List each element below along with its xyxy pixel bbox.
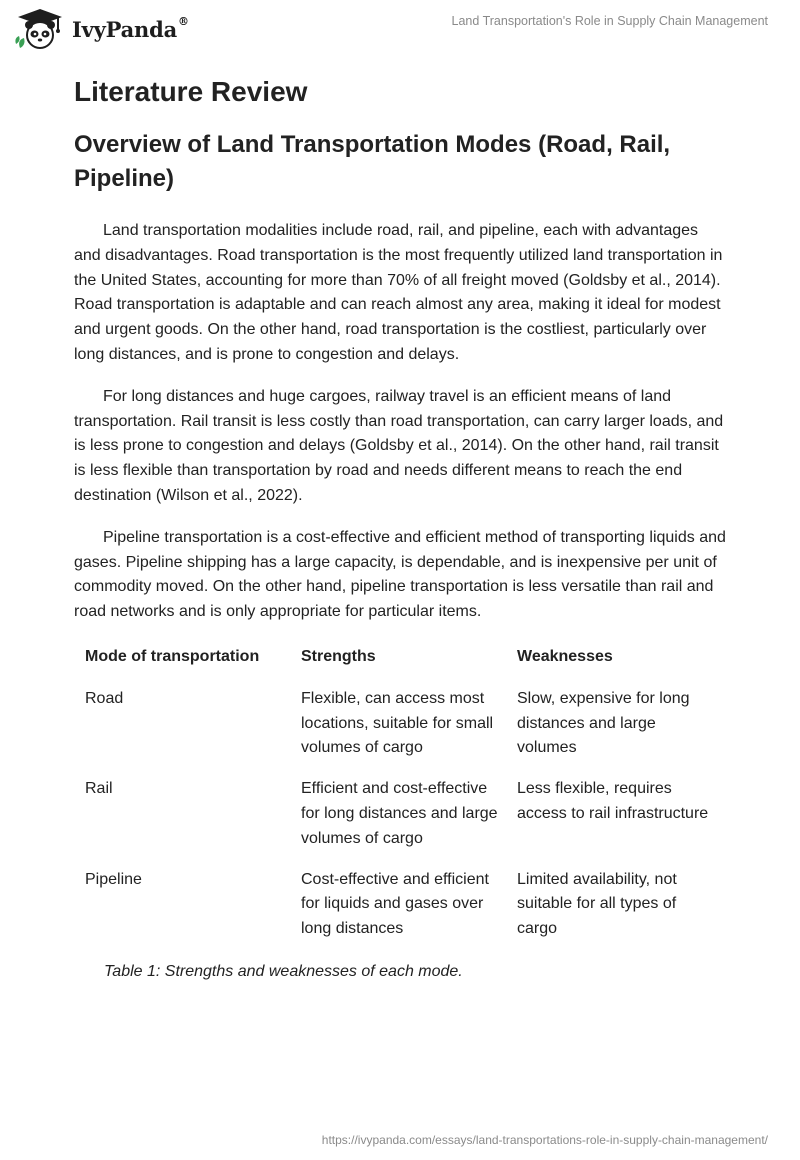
registered-mark: ®	[178, 14, 189, 28]
cell-mode: Road	[85, 689, 124, 707]
brand-name: IvyPanda®	[72, 14, 189, 42]
header-weaknesses: Weaknesses	[517, 647, 613, 665]
cell-mode: Pipeline	[85, 870, 142, 888]
header-mode: Mode of transportation	[85, 647, 260, 665]
strengths-weaknesses-table	[74, 639, 722, 958]
panda-graduate-icon	[14, 8, 66, 50]
table-header-row	[74, 639, 722, 687]
cell-strengths: Efficient and cost-effective for long distances and large volumes of cargo	[301, 780, 498, 847]
page-header	[0, 0, 800, 60]
source-url-link[interactable]: https://ivypanda.com/essays/land-transportations-role-in-supply-chain-management/	[321, 1133, 768, 1147]
paragraph-pipeline: Pipeline transportation is a cost-effective and efficient method of transporting liquids and gases. Pipeline shipping has a large capacity, is dependable, and is inexpensive per unit of commodity moved. On the other hand, pipeline transportation is less versatile than rail and road networks and is only appropriate for particular items.	[74, 528, 726, 621]
cell-weaknesses: Less flexible, requires access to rail infrastructure	[517, 780, 709, 822]
document-title: Land Transportation's Role in Supply Chain Management	[451, 14, 768, 28]
table-row	[74, 868, 722, 958]
table-caption: Table 1: Strengths and weaknesses of each mode.	[104, 962, 463, 980]
cell-mode: Rail	[85, 780, 113, 798]
paragraph-road: Land transportation modalities include road, rail, and pipeline, each with advantages and disadvantages. Road transportation is the most frequently utilized land transportation in the United States, accounting for more than 70% of all freight moved (Goldsby et al., 2014). Road transportation is adaptable and can reach almost any area, making it ideal for modest and urgent goods. On the other hand, road transportation is the costliest, particularly over long distances, and is prone to congestion and delays.	[74, 222, 723, 363]
cell-weaknesses: Limited availability, not suitable for all types of cargo	[517, 870, 677, 938]
ivypanda-logo[interactable]	[14, 8, 189, 50]
paragraph-rail: For long distances and huge cargoes, railway travel is an efficient means of land transportation. Rail transit is less costly than road transportation, can carry larger loads, and is less prone to congestion and delays (Goldsby et al., 2014). On the other hand, rail transit is less flexible than transportation by road and needs different means to reach the end destination (Wilson et al., 2022).	[74, 387, 724, 504]
table-row	[74, 687, 722, 777]
cell-weaknesses: Slow, expensive for long distances and large volumes	[517, 689, 690, 757]
cell-strengths: Flexible, can access most locations, suitable for small volumes of cargo	[301, 689, 494, 757]
section-subheading: Overview of Land Transportation Modes (Road, Rail, Pipeline)	[74, 131, 671, 192]
table-row	[74, 777, 722, 867]
section-heading: Literature Review	[74, 76, 308, 107]
header-strengths: Strengths	[301, 647, 376, 665]
article-body	[74, 72, 726, 984]
cell-strengths: Cost-effective and efficient for liquids and gases over long distances	[301, 870, 489, 938]
